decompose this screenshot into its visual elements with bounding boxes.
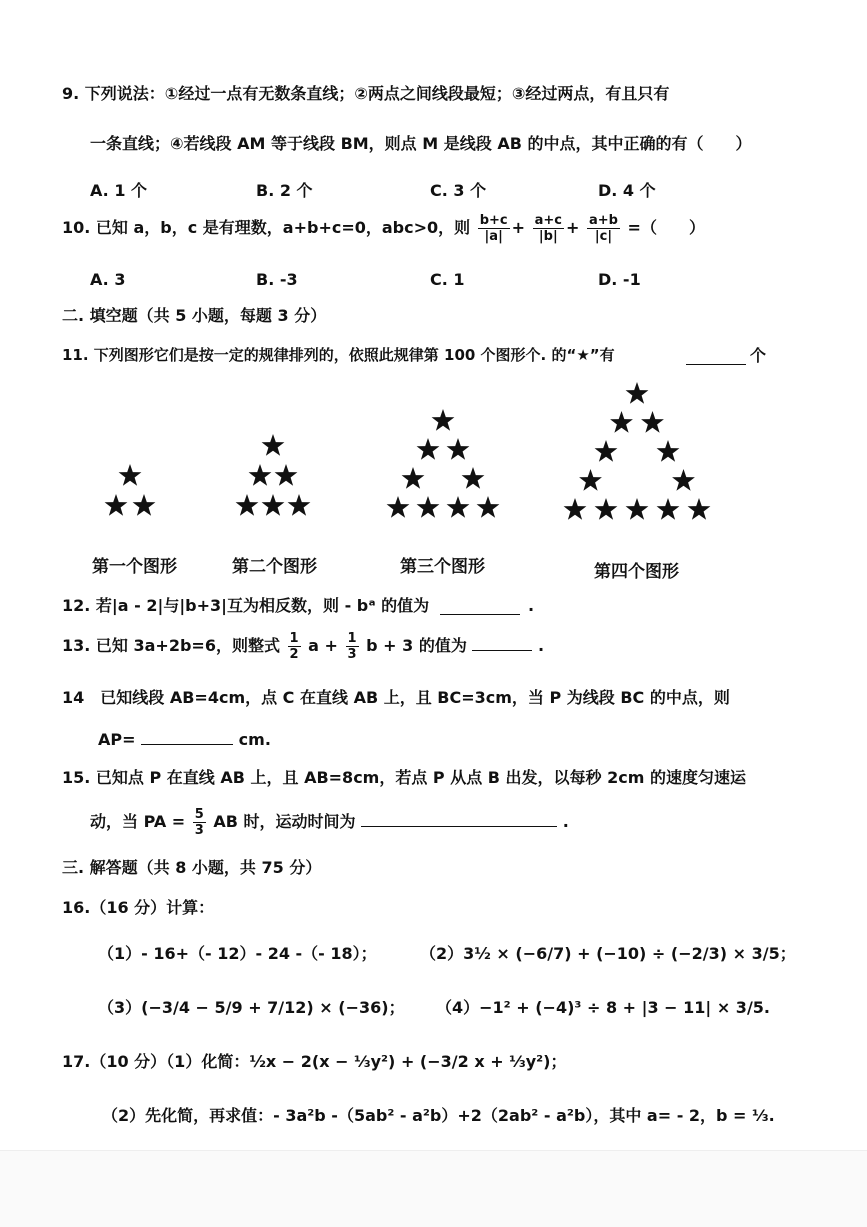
q16-part-1: （1）- 16+（- 12）- 24 -（- 18）； [98, 944, 377, 963]
q10-option-b: B. -3 [256, 270, 298, 289]
q15-fraction-numerator: 5 [194, 807, 204, 822]
section-3-heading: 三. 解答题（共 8 小题，共 75 分） [62, 858, 322, 877]
q10-option-d: D. -1 [598, 270, 641, 289]
figure-3-stars [387, 409, 500, 518]
q10-fraction-3-numerator: a+b [588, 213, 618, 228]
q13-fraction-2 [346, 632, 359, 661]
q13-mid-2: b + 3 的值为 [366, 636, 467, 655]
star-icon [579, 469, 602, 491]
star-icon [288, 494, 311, 516]
figure-2-stars [236, 434, 311, 516]
q15-line2 [90, 808, 569, 837]
star-icon [262, 494, 285, 516]
q14-answer-blank[interactable] [141, 730, 233, 745]
q14-line2 [98, 730, 271, 748]
q13-end: . [538, 636, 545, 655]
q12-answer-blank[interactable] [440, 600, 520, 615]
q9-line2: 一条直线；④若线段 AM 等于线段 BM，则点 M 是线段 AB 的中点，其中正确的有（ ） [90, 134, 752, 153]
star-icon [119, 464, 142, 486]
figure-4-stars [564, 382, 711, 520]
q15-line2-mid: AB 时，运动时间为 [213, 812, 356, 831]
star-icon [462, 467, 485, 489]
star-pattern-figures [0, 380, 867, 530]
q14-line2-prefix: AP= [98, 730, 136, 749]
q16-part-3: （3）(−3/4 − 5/9 + 7/12) × (−36)； [98, 998, 405, 1017]
figure-4-label: 第四个图形 [594, 562, 679, 582]
q10-fraction-2 [533, 214, 564, 243]
q10-fraction-3 [587, 214, 620, 243]
star-icon [564, 498, 587, 520]
q10-suffix: =（ ） [627, 218, 705, 237]
q13-mid-1: a + [308, 636, 338, 655]
q10-fraction-2-denominator: |b| [538, 229, 558, 244]
q9-option-a: A. 1 个 [90, 181, 148, 200]
star-icon [105, 494, 128, 516]
q16-part-2: （2）3½ × (−6/7) + (−10) ÷ (−2/3) × 3/5； [420, 944, 796, 963]
q9-option-d: D. 4 个 [598, 181, 656, 200]
star-icon [249, 464, 272, 486]
star-icon [133, 494, 156, 516]
q17-line1: 17.（10 分）（1）化简：½x − 2(x − ⅓y²) + (−3/2 x + ⅓y²)； [62, 1052, 567, 1071]
q15-answer-blank[interactable] [361, 812, 557, 827]
star-icon [657, 440, 680, 462]
q11-text: 11. 下列图形它们是按一定的规律排列的，依照此规律第 100 个图形个. 的“★”有 [62, 346, 615, 364]
star-icon [688, 498, 711, 520]
q9-option-c: C. 3 个 [430, 181, 487, 200]
q13-answer-blank[interactable] [472, 636, 532, 651]
star-icon [477, 496, 500, 518]
q11-unit: 个 [750, 346, 767, 365]
star-icon [447, 496, 470, 518]
q13-line [62, 632, 544, 661]
q11-answer-blank[interactable] [686, 350, 746, 365]
star-icon [672, 469, 695, 491]
q15-line1: 15. 已知点 P 在直线 AB 上，且 AB=8cm，若点 P 从点 B 出发，以每秒 2cm 的速度匀速运 [62, 768, 746, 787]
figure-1-label: 第一个图形 [92, 557, 177, 577]
q10-fraction-1-denominator: |a| [484, 229, 503, 244]
q10-option-a: A. 3 [90, 270, 126, 289]
q14-line2-suffix: cm. [238, 730, 271, 749]
star-icon [402, 467, 425, 489]
figure-1-stars [105, 464, 156, 516]
q10-option-c: C. 1 [430, 270, 465, 289]
q12-text: 12. 若|a - 2|与|b+3|互为相反数，则 - bᵃ 的值为 [62, 596, 430, 615]
star-icon [626, 382, 649, 404]
q13-fraction-2-numerator: 1 [347, 631, 357, 646]
q13-prefix: 13. 已知 3a+2b=6，则整式 [62, 636, 280, 655]
section-2-heading: 二. 填空题（共 5 小题，每题 3 分） [62, 306, 327, 325]
star-icon [447, 438, 470, 460]
q10-fraction-2-numerator: a+c [534, 213, 562, 228]
figure-3-label: 第三个图形 [400, 557, 485, 577]
q13-fraction-1-denominator: 2 [289, 647, 299, 662]
q14-line1: 14 已知线段 AB=4cm，点 C 在直线 AB 上，且 BC=3cm，当 P 为线段 BC 的中点，则 [62, 688, 730, 707]
star-icon [262, 434, 285, 456]
q9-line1: 9. 下列说法：①经过一点有无数条直线；②两点之间线段最短；③经过两点，有且只有 [62, 84, 670, 103]
q12-end: . [528, 596, 535, 615]
star-icon [417, 438, 440, 460]
star-icon [417, 496, 440, 518]
star-icon [275, 464, 298, 486]
figure-2-label: 第二个图形 [232, 557, 317, 577]
page-footer-margin [0, 1150, 867, 1227]
q13-fraction-1 [288, 632, 301, 661]
star-icon [595, 498, 618, 520]
q10-prefix: 10. 已知 a，b，c 是有理数，a+b+c=0，abc>0，则 [62, 218, 471, 237]
q15-fraction [193, 808, 206, 837]
q15-line2-prefix: 动，当 PA = [90, 812, 186, 831]
star-icon [610, 411, 633, 433]
q15-end: . [562, 812, 569, 831]
q17-line2: （2）先化简，再求值：- 3a²b -（5ab² - a²b）+2（2ab² - a²b），其中 a= - 2，b = ⅓. [102, 1106, 775, 1125]
star-icon [626, 498, 649, 520]
star-icon [641, 411, 664, 433]
q9-option-b: B. 2 个 [256, 181, 313, 200]
q16-title: 16.（16 分）计算： [62, 898, 215, 917]
q10-fraction-3-denominator: |c| [594, 229, 613, 244]
q10-fraction-1 [478, 214, 510, 243]
q10-fraction-1-numerator: b+c [479, 213, 508, 228]
star-icon [657, 498, 680, 520]
star-icon [432, 409, 455, 431]
q13-fraction-2-denominator: 3 [347, 647, 357, 662]
q16-part-4: （4）−1² + (−4)³ ÷ 8 + |3 − 11| × 3/5. [436, 998, 770, 1017]
q13-fraction-1-numerator: 1 [289, 631, 299, 646]
q15-fraction-denominator: 3 [194, 823, 204, 838]
star-icon [595, 440, 618, 462]
star-icon [387, 496, 410, 518]
q10-line: 10. 已知 a，b，c 是有理数，a+b+c=0，abc>0，则 $\frac{b+c}{|a|}$ + $\frac{a+c}{|b|}$ + $\frac{a+b}{|c|}$ =（ ） [62, 213, 705, 244]
star-icon [236, 494, 259, 516]
